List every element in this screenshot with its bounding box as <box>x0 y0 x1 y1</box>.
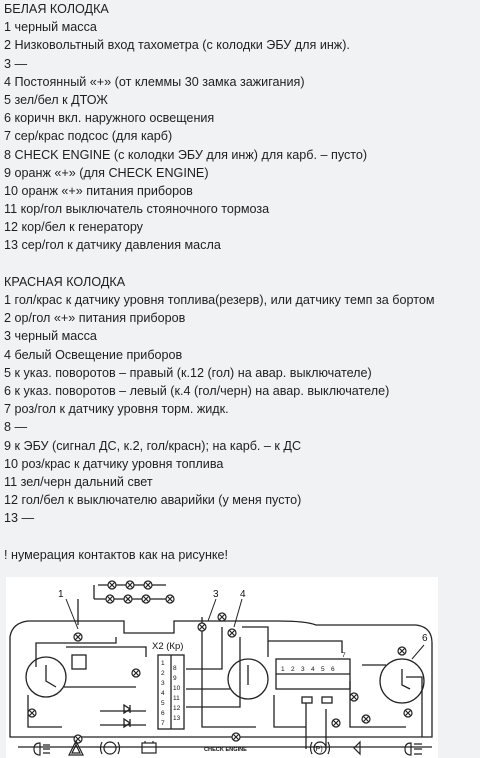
bulb-icon <box>228 629 236 637</box>
white-block-line: 9 оранж «+» (для CHECK ENGINE) <box>4 165 209 180</box>
red-block-line: 8 — <box>4 420 28 435</box>
pin-label: 12 <box>173 705 181 712</box>
pin-label: 7 <box>342 652 346 659</box>
white-block-line: 10 оранж «+» питания приборов <box>4 183 193 198</box>
white-block-line: 7 сер/крас подсос (для карб) <box>4 129 173 144</box>
note-text: ! нумерация контактов как на рисунке! <box>4 547 229 562</box>
pin-label: 4 <box>161 690 165 697</box>
check-engine-label: CHECK ENGINE <box>204 747 247 753</box>
callout-label: 6 <box>422 633 428 644</box>
resistor <box>322 697 332 703</box>
wire <box>36 637 116 667</box>
red-block-list <box>4 291 478 527</box>
bulb-icon <box>218 613 226 621</box>
white-block-line: 12 кор/бел к генератору <box>4 220 143 235</box>
fuel-gauge-box <box>72 655 86 669</box>
wire <box>274 695 306 727</box>
red-block-line: 1 гол/крас к датчику уровня топлива(резерв), или датчику темп за бортом <box>4 293 435 307</box>
white-block-line: 5 зел/бел к ДТОЖ <box>4 92 108 107</box>
pin-label: 9 <box>173 675 177 682</box>
brake-warning-icon <box>101 742 120 754</box>
bulb-icon <box>108 581 116 589</box>
diode-icon <box>124 705 130 713</box>
white-block-line: 3 — <box>4 56 28 71</box>
pin-label: 3 <box>301 666 305 673</box>
bulb-icon <box>106 595 114 603</box>
pin-label: 5 <box>161 700 165 707</box>
wiring-diagram <box>6 577 438 758</box>
pin-label: 7 <box>161 720 165 727</box>
bulb-icon <box>28 709 36 717</box>
pin-label: 6 <box>161 710 165 717</box>
diode-icon <box>124 719 130 727</box>
bulb-icon <box>398 647 406 655</box>
wire <box>268 641 342 653</box>
white-block-line: 11 кор/гол выключатель стояночного тормоза <box>4 202 270 217</box>
red-block-line: 5 к указ. поворотов – правый (к.12 (гол) на авар. выключателе) <box>4 365 372 380</box>
pin-label: 8 <box>173 665 177 672</box>
callout-leader <box>208 599 216 621</box>
spacer <box>4 255 478 273</box>
red-block-line: 4 белый Освещение приборов <box>4 347 183 362</box>
callout-label: 1 <box>58 589 64 600</box>
wire <box>406 677 422 737</box>
bulb-icon <box>362 715 370 723</box>
white-block-line: 13 сер/гол к датчику давления масла <box>4 238 221 253</box>
brake-label: (P) <box>313 746 323 753</box>
red-block-line: 10 роз/крас к датчику уровня топлива <box>4 456 224 471</box>
bulb-icon <box>350 693 358 701</box>
white-block-list <box>4 18 478 254</box>
white-block-line: 4 Постоянный «+» (от клеммы 30 замка зажигания) <box>4 74 305 89</box>
pin-label: 2 <box>161 670 165 677</box>
connector-x2-label: X2 (Кр) <box>152 641 184 652</box>
pin-label: 11 <box>173 695 180 702</box>
bulb-icon <box>404 709 412 717</box>
white-block-line: 8 CHECK ENGINE (с колодки ЭБУ для инж) для карб. – пусто) <box>4 147 368 162</box>
bulb-icon <box>126 581 134 589</box>
high-beam-icon <box>405 743 422 755</box>
bulb-icon <box>144 581 152 589</box>
red-block-line: 3 черный масса <box>4 329 97 344</box>
top-bulb-bus <box>78 585 166 625</box>
bulb-icon <box>166 595 174 603</box>
pin-label: 13 <box>173 715 181 722</box>
red-block-line: 12 гол/бел к выключателю аварийки (у меня пусто) <box>4 493 302 508</box>
white-block-line: 2 Низковольтный вход тахометра (с колодки ЭБУ для инж). <box>4 38 350 53</box>
pin-label: 4 <box>311 666 315 673</box>
red-block-line: 2 ор/гол «+» питания приборов <box>4 311 186 326</box>
callout-leader <box>412 645 424 659</box>
red-block-line: 11 зел/черн дальний свет <box>4 474 153 489</box>
white-block-line: 1 черный масса <box>4 20 97 35</box>
callout-label: 4 <box>240 589 246 600</box>
pin-label: 6 <box>331 666 335 673</box>
turn-signal-icon <box>354 742 360 754</box>
wire <box>350 681 406 727</box>
callout-label: 3 <box>213 589 219 600</box>
wire <box>242 627 268 657</box>
bulb-icon <box>124 595 132 603</box>
spacer <box>4 527 478 545</box>
red-block-line: 7 роз/гол к датчику уровня торм. жидк. <box>4 402 229 417</box>
wire <box>186 627 222 669</box>
bulb-icon <box>232 733 240 741</box>
bulb-icon <box>142 595 150 603</box>
white-block-title: БЕЛАЯ КОЛОДКА <box>4 2 109 16</box>
pin-label: 2 <box>291 666 295 673</box>
pin-label: 3 <box>161 680 165 687</box>
callout-leader <box>66 599 78 629</box>
bulb-icon <box>132 669 140 677</box>
bulb-icon <box>198 623 206 631</box>
resistor <box>302 697 312 703</box>
callout-leader <box>234 599 242 627</box>
headlight-icon <box>34 743 50 755</box>
pin-label: 5 <box>321 666 325 673</box>
bulb-icon <box>332 719 340 727</box>
document <box>4 0 478 564</box>
white-block-line: 6 коричн вкл. наружного освещения <box>4 111 215 126</box>
wire <box>186 637 240 707</box>
red-block-line: 6 к указ. поворотов – левый (к.4 (гол/черн) на авар. выключателе) <box>4 383 390 398</box>
pin-label: 1 <box>161 660 165 667</box>
red-block-title: КРАСНАЯ КОЛОДКА <box>4 274 126 289</box>
bulb-icon <box>74 633 82 641</box>
red-block-line: 9 к ЭБУ (сигнал ДС, к.2, гол/красн); на карб. – к ДС <box>4 438 302 453</box>
pin-label: 10 <box>173 685 181 692</box>
red-block-line: 13 — <box>4 511 35 526</box>
pin-label: 1 <box>281 666 285 673</box>
